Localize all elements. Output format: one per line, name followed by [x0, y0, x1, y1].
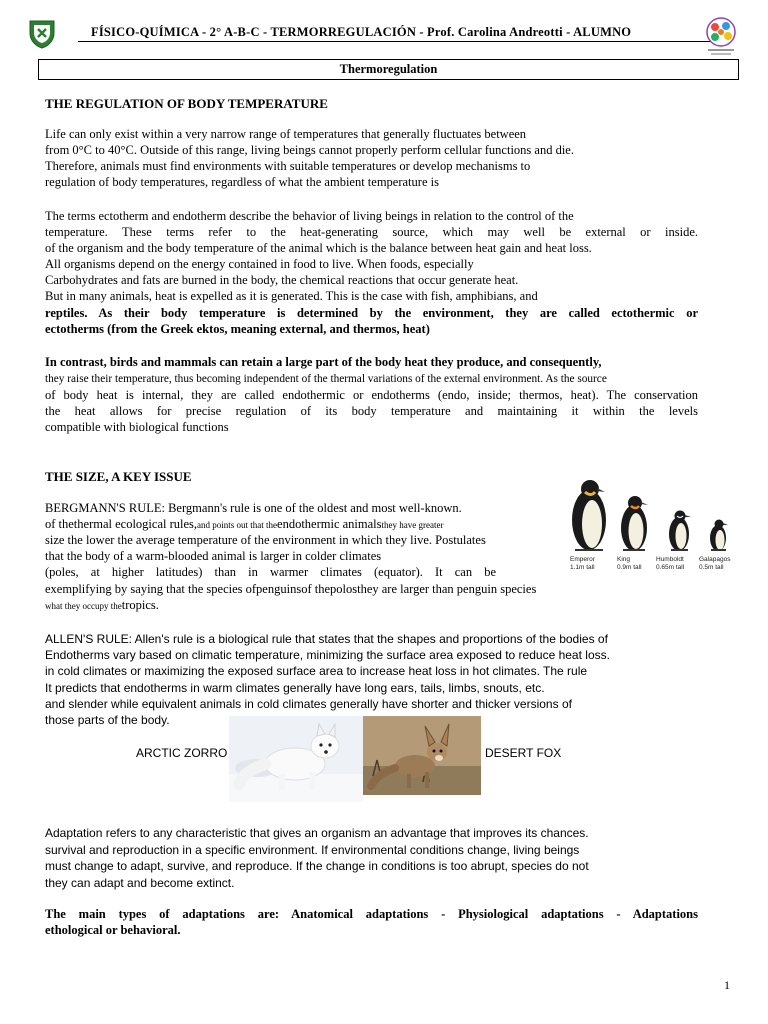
text-run: they have greater: [381, 520, 444, 530]
document-title-box: Thermoregulation: [38, 59, 739, 80]
paragraph-line-bold: ectotherms (from the Greek ektos, meaning external, and thermos, heat): [45, 322, 430, 336]
desert-fox-photo: [363, 716, 481, 795]
paragraph-line: Adaptation refers to any characteristic that gives an organism an advantage that improves its chances.: [45, 826, 589, 840]
paragraph-line: But in many animals, heat is expelled as it is generated. This is the case with fish, amphibians, and: [45, 289, 538, 303]
text-run: tropics.: [121, 598, 159, 612]
paragraph-line: size the lower the average temperature of the environment in which they live. Postulates: [45, 533, 486, 547]
paragraph-line: they raise their temperature, thus becoming independent of the thermal variations of the external environment. As the source: [45, 373, 607, 385]
header-underline: [78, 41, 711, 42]
paragraph-line: from 0°C to 40°C. Outside of this range, living beings cannot properly perform cellular functions and die.: [45, 143, 574, 157]
paragraph-line: ALLEN'S RULE: Allen's rule is a biological rule that states that the shapes and proportions of the bodies of: [45, 632, 608, 646]
emperor-penguin-icon: [572, 480, 606, 550]
paragraph-line: must change to adapt, survive, and reproduce. If the change in conditions is too abrupt, species do not: [45, 859, 589, 873]
penguin-size-label: 1.1m tall: [570, 564, 595, 571]
paragraph-line: the heat allows for precise regulation of its body temperature and maintaining it within the levels: [45, 404, 698, 418]
penguin-size-label: 0.9m tall: [617, 564, 642, 571]
paragraph-line: Therefore, animals must find environments with suitable temperatures or develop mechanisms to: [45, 159, 531, 173]
paragraph-line: survival and reproduction in a specific environment. If environmental conditions change, living beings: [45, 843, 580, 857]
paragraph-line: The terms ectotherm and endotherm describe the behavior of living beings in relation to the control of the: [45, 209, 574, 223]
humboldt-penguin-icon: [669, 511, 691, 552]
paragraph-line: those parts of the body.: [45, 713, 170, 727]
paragraph-line: Endotherms vary based on climatic temperature, minimizing the surface area exposed to reduce heat loss.: [45, 648, 610, 662]
paragraph-line: BERGMANN'S RULE: Bergmann's rule is one of the oldest and most well-known.: [45, 501, 462, 515]
paragraph-line: that the body of a warm-blooded animal is larger in colder climates: [45, 549, 382, 563]
desert-fox-label: DESERT FOX: [485, 746, 562, 760]
penguin-size-label: 0.65m tall: [656, 564, 685, 571]
paragraph-line: Carbohydrates and fats are burned in the body, the chemical reactions that occur generate heat.: [45, 273, 519, 287]
paragraph-line-bold: ethological or behavioral.: [45, 923, 181, 937]
school-shield-icon: [28, 19, 56, 49]
text-run: what they occupy the: [45, 601, 122, 611]
paragraph-line: compatible with biological functions: [45, 420, 229, 434]
paragraph-line: in cold climates or maximizing the exposed surface area to increase heat loss in hot climates. The rule: [45, 664, 588, 678]
paragraph-line: they can adapt and become extinct.: [45, 876, 235, 890]
paragraph-line: [45, 516, 443, 533]
course-header-title: FÍSICO-QUÍMICA - 2° A-B-C - TERMORREGULACIÓN - Prof. Carolina Andreotti - ALUMNO: [91, 25, 632, 39]
arctic-fox-label: ARCTIC ZORRO: [136, 746, 228, 760]
galapagos-penguin-icon: [710, 520, 728, 552]
king-penguin-icon: [621, 496, 648, 551]
paragraph-line: exemplifying by saying that the species ofpenguinsof thepolosthey are larger than penguin species: [45, 582, 537, 596]
paragraph-line-bold: reptiles. As their body temperature is determined by the environment, they are called ectothermic or: [45, 306, 698, 320]
institute-logo-icon: [702, 16, 740, 58]
paragraph-line-bold: In contrast, birds and mammals can retain a large part of the body heat they produce, and consequently,: [45, 355, 602, 369]
paragraph-line: and slender while equivalent animals in cold climates generally have shorter and thicker versions of: [45, 697, 572, 711]
page-header: [0, 12, 768, 46]
paragraph-line: of body heat is internal, they are called endothermic or endotherms (endo, inside; thermos, heat). The conservation: [45, 388, 698, 402]
paragraph-line: Life can only exist within a very narrow range of temperatures that generally fluctuates between: [45, 127, 527, 141]
paragraph-line: (poles, at higher latitudes) than in warmer climates (equator). It can be: [45, 565, 496, 579]
arctic-fox-photo: [229, 716, 363, 802]
paragraph-line: temperature. These terms refer to the heat-generating source, which may well be external or inside.: [45, 225, 698, 239]
page-number: 1: [724, 978, 730, 992]
paragraph-line: [45, 597, 159, 614]
penguin-name-label: Galapagos: [699, 556, 731, 563]
paragraph-line: It predicts that endotherms in warm climates generally have long ears, tails, limbs, snouts, etc.: [45, 681, 545, 695]
paragraph-line: All organisms depend on the energy contained in food to live. When foods, especially: [45, 257, 474, 271]
penguin-name-label: Humboldt: [656, 556, 684, 563]
penguin-name-label: Emperor: [570, 556, 595, 563]
text-run: endothermic animals: [277, 517, 382, 531]
paragraph-line-bold: The main types of adaptations are: Anatomical adaptations - Physiological adaptations - Adaptations: [45, 907, 698, 921]
penguin-size-label: 0.5m tall: [699, 564, 724, 571]
section-heading-size: THE SIZE, A KEY ISSUE: [45, 469, 192, 484]
penguin-name-label: King: [617, 556, 631, 563]
paragraph-line: of the organism and the body temperature of the animal which is the balance between heat gain and heat loss.: [45, 241, 592, 255]
paragraph-line: regulation of body temperatures, regardless of what the ambient temperature is: [45, 175, 439, 189]
penguin-size-illustration: [561, 472, 741, 576]
text-run: of thethermal ecological rules,: [45, 517, 198, 531]
section-heading-regulation: THE REGULATION OF BODY TEMPERATURE: [45, 96, 328, 111]
text-run: and points out that the: [197, 520, 278, 530]
